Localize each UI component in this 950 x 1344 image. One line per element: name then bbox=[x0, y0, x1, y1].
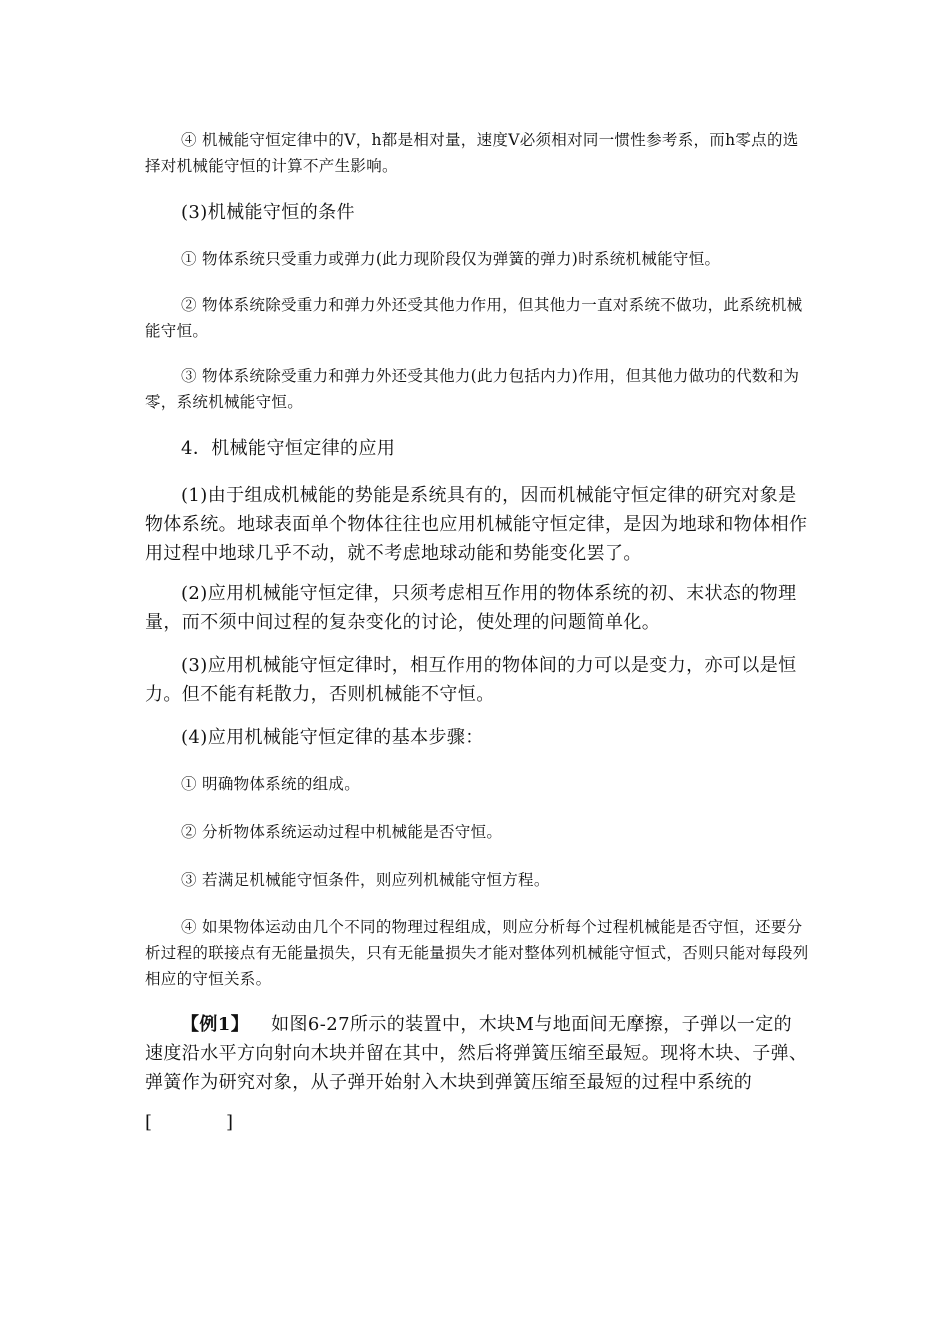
paragraph-3: ① 物体系统只受重力或弹力(此力现阶段仅为弹簧的弹力)时系统机械能守恒。 bbox=[181, 250, 721, 268]
paragraph-5: ③ 物体系统除受重力和弹力外还受其他力(此力包括内力)作用，但其他力做功的代数和为零，系统机械能守恒。 bbox=[145, 367, 800, 411]
paragraph-1: ④ 机械能守恒定律中的V，h都是相对量，速度V必须相对同一惯性参考系，而h零点的选择对机械能守恒的计算不产生影响。 bbox=[145, 131, 799, 175]
paragraph-9: (3)应用机械能守恒定律时，相互作用的物体间的力可以是变力，亦可以是恒力。但不能有耗散力，否则机械能不守恒。 bbox=[145, 655, 797, 705]
section-heading-application: 4．机械能守恒定律的应用 bbox=[181, 438, 396, 459]
step-4: ④ 如果物体运动由几个不同的物理过程组成，则应分析每个过程机械能是否守恒，还要分析过程的联接点有无能量损失，只有无能量损失才能对整体列机械能守恒式，否则只能对每段列相应的守恒关系。 bbox=[145, 918, 809, 988]
example-label: 【例1】 bbox=[181, 1014, 250, 1035]
section-heading-conditions: (3)机械能守恒的条件 bbox=[181, 202, 355, 223]
step-1: ① 明确物体系统的组成。 bbox=[181, 775, 361, 793]
example-problem bbox=[145, 1010, 810, 1097]
paragraph-10: (4)应用机械能守恒定律的基本步骤： bbox=[181, 727, 484, 748]
paragraph-7: (1)由于组成机械能的势能是系统具有的，因而机械能守恒定律的研究对象是物体系统。地球表面单个物体往往也应用机械能守恒定律，是因为地球和物体相作用过程中地球几乎不动，就不考虑地球动能和势能变化罢了。 bbox=[145, 485, 808, 564]
example-text: 如图6-27所示的装置中，木块M与地面间无摩擦，子弹以一定的速度沿水平方向射向木块并留在其中，然后将弹簧压缩至最短。现将木块、子弹、弹簧作为研究对象，从子弹开始射入木块到弹簧压缩至最短的过程中系统的 bbox=[145, 1014, 808, 1093]
answer-bracket: [ ] bbox=[145, 1112, 234, 1133]
step-3: ③ 若满足机械能守恒条件，则应列机械能守恒方程。 bbox=[181, 871, 550, 889]
step-2: ② 分析物体系统运动过程中机械能是否守恒。 bbox=[181, 823, 503, 841]
paragraph-8: (2)应用机械能守恒定律，只须考虑相互作用的物体系统的初、末状态的物理量，而不须中间过程的复杂变化的讨论，使处理的问题简单化。 bbox=[145, 583, 797, 633]
paragraph-4: ② 物体系统除受重力和弹力外还受其他力作用，但其他力一直对系统不做功，此系统机械能守恒。 bbox=[145, 296, 803, 340]
